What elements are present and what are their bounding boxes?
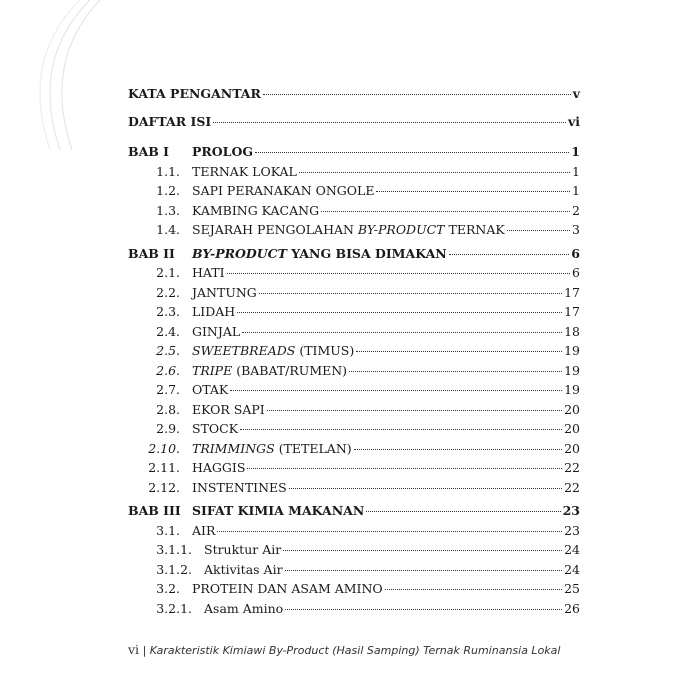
dot-leader <box>213 122 566 123</box>
toc-entry[interactable] <box>128 162 580 182</box>
toc-chapter-bab-i[interactable] <box>128 142 580 162</box>
toc-entry[interactable] <box>128 599 580 619</box>
toc-label: TERNAK LOKAL <box>192 163 297 179</box>
toc-label: JANTUNG <box>192 284 257 300</box>
toc-entry[interactable] <box>128 458 580 478</box>
toc-page-number: 2 <box>572 202 580 218</box>
toc-entry[interactable] <box>128 419 580 439</box>
dot-leader <box>247 468 562 469</box>
toc-label: KAMBING KACANG <box>192 202 320 218</box>
toc-label: EKOR SAPI <box>192 401 265 417</box>
toc-page-number: 20 <box>564 401 580 417</box>
dot-leader <box>349 371 562 372</box>
toc-page-number: v <box>572 86 580 101</box>
toc-chapter-bab-ii[interactable] <box>128 244 580 264</box>
dot-leader <box>321 211 570 212</box>
dot-leader <box>299 172 570 173</box>
dot-leader <box>217 531 562 532</box>
toc-entry[interactable] <box>128 540 580 560</box>
dot-leader <box>376 191 570 192</box>
toc-entry[interactable] <box>128 521 580 541</box>
toc-page-number: 1 <box>571 144 580 159</box>
toc-page-number: 18 <box>564 323 580 339</box>
section-number: 1.1. <box>156 163 180 179</box>
dot-leader <box>285 609 562 610</box>
toc-page-number: 1 <box>572 163 580 179</box>
toc-page-number: 24 <box>564 561 580 577</box>
dot-leader <box>356 351 562 352</box>
dot-leader <box>385 589 562 590</box>
toc-entry[interactable] <box>128 263 580 283</box>
toc-label: STOCK <box>192 421 239 436</box>
toc-entry[interactable] <box>128 400 580 420</box>
dot-leader <box>289 488 562 489</box>
section-number: 3.1.2. <box>156 561 192 577</box>
toc-label: Aktivitas Air <box>204 561 283 577</box>
toc-entry[interactable] <box>128 478 580 498</box>
toc-label: LIDAH <box>192 304 236 319</box>
page-footer <box>128 642 560 657</box>
toc-entry-kata-pengantar[interactable] <box>128 80 580 108</box>
dot-leader <box>366 511 560 512</box>
section-number: 2.9. <box>156 421 180 436</box>
section-number: 2.6. <box>156 362 180 378</box>
toc-page-number: 25 <box>564 581 580 596</box>
section-number: 2.4. <box>156 323 180 339</box>
toc-label: HAGGIS <box>192 460 246 475</box>
toc-page-number: 20 <box>564 440 580 456</box>
toc-entry[interactable] <box>128 201 580 221</box>
toc-label: AIR <box>192 522 216 538</box>
toc-entry-daftar-isi[interactable] <box>128 108 580 136</box>
dot-leader <box>354 449 562 450</box>
toc-label: TRIPE (BABAT/RUMEN) <box>192 362 348 378</box>
toc-page-number: 19 <box>564 362 580 378</box>
toc-page-number: 20 <box>564 421 580 436</box>
toc-entry[interactable] <box>128 283 580 303</box>
toc-page-number: 17 <box>564 284 580 300</box>
section-number: 3.1.1. <box>156 542 192 557</box>
dot-leader <box>285 570 563 571</box>
toc-entry[interactable] <box>128 302 580 322</box>
toc-label: TRIMMINGS (TETELAN) <box>192 440 352 456</box>
toc-entry[interactable] <box>128 579 580 599</box>
section-number: 1.3. <box>156 202 180 218</box>
toc-label: KATA PENGANTAR <box>128 86 261 101</box>
toc-page-number: 23 <box>562 503 580 518</box>
section-number: 3.2. <box>156 581 180 596</box>
toc-entry[interactable] <box>128 560 580 580</box>
dot-leader <box>449 254 570 255</box>
toc-page-number: 26 <box>564 600 580 616</box>
toc-page-number: 3 <box>572 222 580 237</box>
toc-label: GINJAL <box>192 323 241 339</box>
section-number: 2.2. <box>156 284 180 300</box>
section-number: 3.1. <box>156 522 180 538</box>
toc-entry[interactable] <box>128 380 580 400</box>
toc-entry[interactable] <box>128 439 580 459</box>
section-number: 1.4. <box>156 222 180 237</box>
chapter-title: SIFAT KIMIA MAKANAN <box>192 503 365 518</box>
dot-leader <box>267 410 562 411</box>
section-number: 1.2. <box>156 183 180 198</box>
toc-entry[interactable] <box>128 181 580 201</box>
section-number: 2.5. <box>156 343 180 358</box>
toc-page-number: 23 <box>564 522 580 538</box>
toc-entry[interactable] <box>128 341 580 361</box>
chapter-title: PROLOG <box>192 144 254 159</box>
section-number: 2.3. <box>156 304 180 319</box>
footer-book-title: Karakteristik Kimiawi By-Product (Hasil Samping) Ternak Ruminansia Lokal <box>149 644 561 657</box>
chapter-title: BY-PRODUCT YANG BISA DIMAKAN <box>192 245 447 261</box>
section-number: 2.7. <box>156 382 180 397</box>
toc-page-number: 22 <box>564 460 580 475</box>
toc-label: SWEETBREADS (TIMUS) <box>192 343 355 358</box>
toc-label: PROTEIN DAN ASAM AMINO <box>192 581 383 596</box>
toc-entry[interactable] <box>128 361 580 381</box>
toc-page-number: 19 <box>564 343 580 358</box>
decorative-swirl <box>30 0 110 160</box>
dot-leader <box>237 312 562 313</box>
dot-leader <box>283 550 562 551</box>
dot-leader <box>263 94 571 95</box>
table-of-contents <box>128 80 580 618</box>
toc-page-number: 22 <box>564 479 580 495</box>
toc-page-number: 19 <box>564 382 580 397</box>
section-number: 2.10. <box>148 440 180 456</box>
chapter-number: BAB I <box>128 144 170 159</box>
section-number: 2.8. <box>156 401 180 417</box>
section-number: 2.11. <box>148 460 180 475</box>
dot-leader <box>259 293 562 294</box>
toc-page-number: 17 <box>564 304 580 319</box>
toc-label: SEJARAH PENGOLAHAN BY-PRODUCT TERNAK <box>192 222 505 237</box>
toc-label: SAPI PERANAKAN ONGOLE <box>192 183 375 198</box>
toc-page-number: 24 <box>564 542 580 557</box>
section-number: 3.2.1. <box>156 600 192 616</box>
toc-label: Asam Amino <box>204 600 284 616</box>
dot-leader <box>507 230 570 231</box>
section-number: 2.12. <box>148 479 180 495</box>
dot-leader <box>255 152 569 153</box>
toc-label: HATI <box>192 265 225 280</box>
toc-label: DAFTAR ISI <box>128 114 212 129</box>
toc-label: INSTENTINES <box>192 479 287 495</box>
dot-leader <box>227 273 571 274</box>
toc-chapter-bab-iii[interactable] <box>128 501 580 521</box>
dot-leader <box>242 332 562 333</box>
toc-entry[interactable] <box>128 322 580 342</box>
chapter-number: BAB II <box>128 245 175 261</box>
toc-page-number: 6 <box>572 265 580 280</box>
toc-page-number: vi <box>567 114 580 129</box>
toc-page-number: 6 <box>571 245 580 261</box>
dot-leader <box>230 390 562 391</box>
dot-leader <box>240 429 562 430</box>
section-number: 2.1. <box>156 265 180 280</box>
chapter-number: BAB III <box>128 503 181 518</box>
toc-label: OTAK <box>192 382 229 397</box>
footer-page-number: vi <box>128 642 140 657</box>
toc-entry[interactable] <box>128 220 580 240</box>
toc-page-number: 1 <box>572 183 580 198</box>
toc-label: Struktur Air <box>204 542 282 557</box>
footer-separator: | <box>142 644 150 657</box>
